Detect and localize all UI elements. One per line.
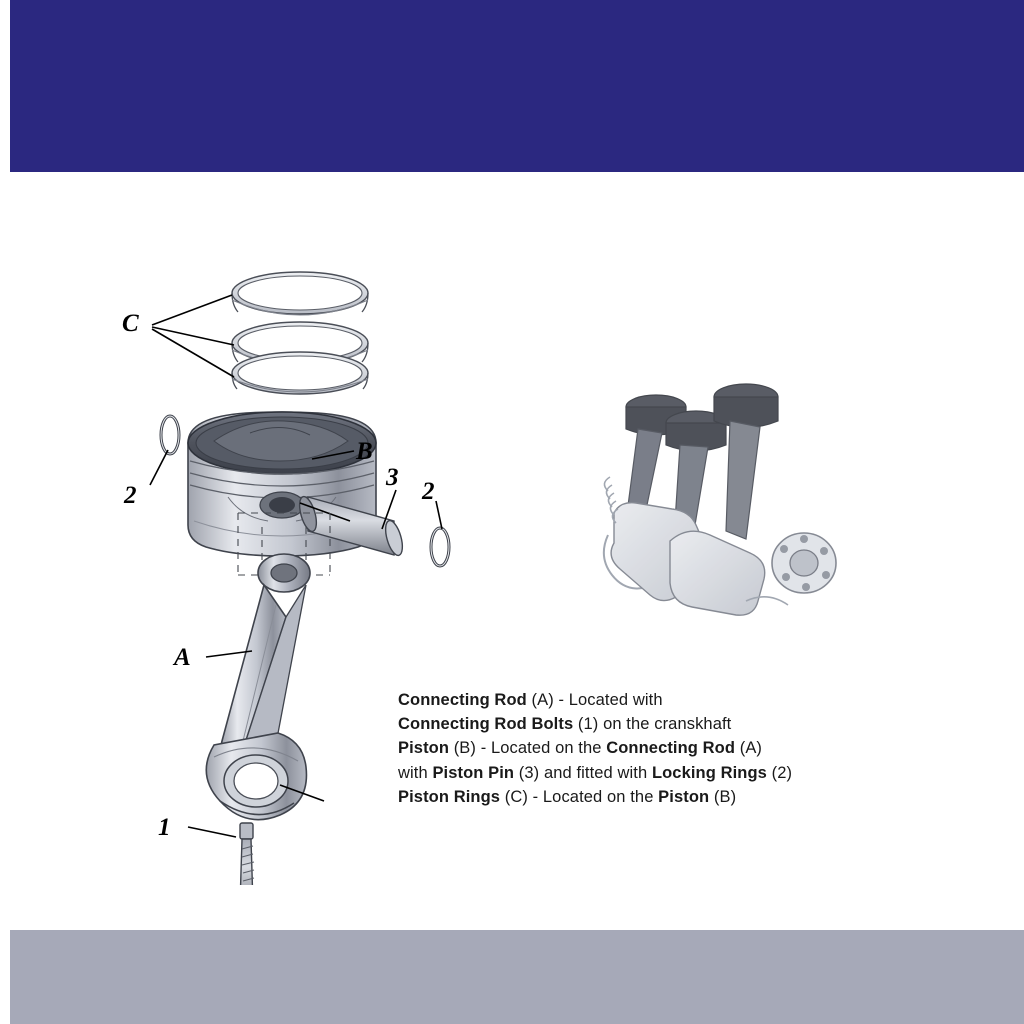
caption-line-3: Piston (B) - Located on the Connecting Rod (A) [398, 739, 763, 758]
connecting-rod-bolt [240, 823, 254, 885]
figure-caption [398, 688, 918, 809]
engine-assembly-illustration [604, 384, 836, 615]
caption-line-2: Connecting Rod Bolts (1) on the cranskhaft [398, 715, 732, 734]
callout-B: B [356, 438, 373, 465]
callout-2-left: 2 [124, 482, 137, 509]
callout-2-right: 2 [422, 478, 435, 505]
locking-ring-left [161, 416, 179, 454]
callout-3: 3 [386, 464, 399, 491]
piston-rings-group [232, 272, 368, 394]
callout-C: C [122, 310, 139, 337]
locking-ring-right [431, 528, 449, 566]
connecting-rod [206, 554, 310, 820]
leader-lines-C [152, 295, 234, 377]
slide-left-margin [0, 0, 10, 1024]
caption-line-5: Piston Rings (C) - Located on the Piston (B) [398, 787, 737, 806]
caption-line-4: with Piston Pin (3) and fitted with Locking Rings (2) [398, 763, 793, 782]
caption-line-1: Connecting Rod (A) - Located with [398, 691, 663, 709]
header-band [10, 0, 1024, 172]
callout-1: 1 [158, 814, 171, 841]
callout-A: A [174, 644, 191, 671]
footer-band [10, 930, 1024, 1024]
